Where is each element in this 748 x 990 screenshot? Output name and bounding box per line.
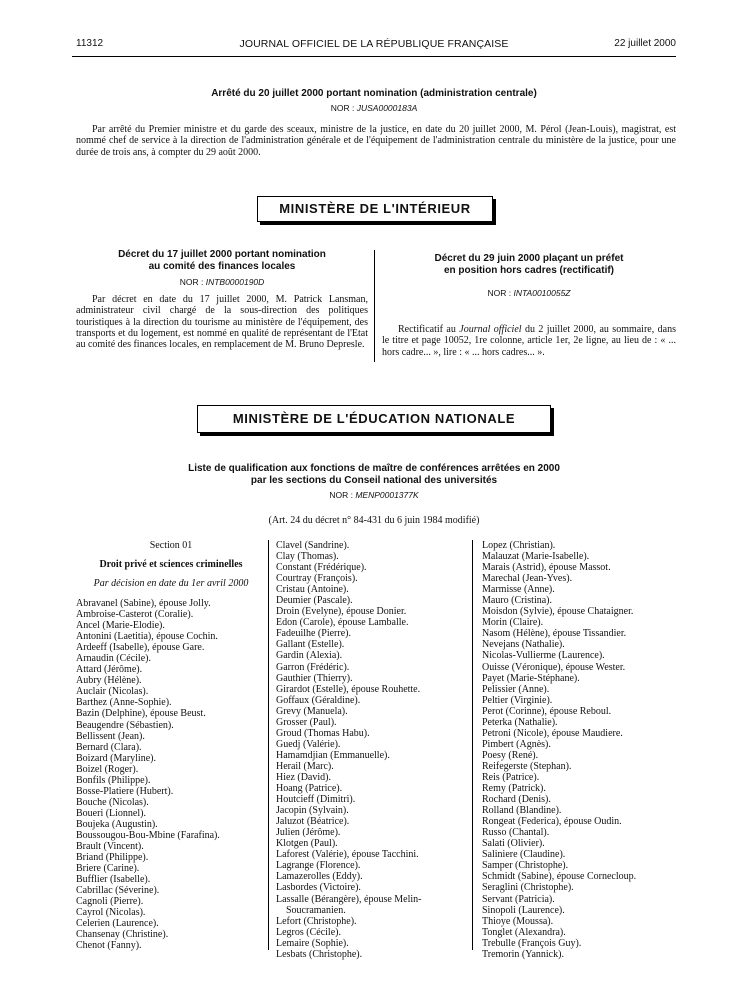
list-item: Thioye (Moussa). (482, 915, 554, 927)
list-item: Constant (Frédérique). (276, 562, 367, 574)
journal-title: JOURNAL OFFICIEL DE LA RÉPUBLIQUE FRANÇAISE (239, 38, 509, 50)
list-item: Antonini (Laetitia), épouse Cochin. (76, 631, 218, 643)
list-column-1 (76, 598, 266, 952)
list-item: Russo (Chantal). (482, 827, 550, 839)
list-item: Cayrol (Nicolas). (76, 907, 146, 919)
list-item: Rongeat (Federica), épouse Oudin. (482, 816, 622, 828)
list-item: Jacopin (Sylvain). (276, 805, 349, 817)
list-item: Deumier (Pascale). (276, 595, 353, 607)
list-item: Peltier (Virginie). (482, 694, 553, 706)
list-item: Clay (Thomas). (276, 551, 339, 563)
list-item: Bonfils (Philippe). (76, 774, 151, 786)
decret-left-title: Décret du 17 juillet 2000 portant nomination au comité des finances locales (118, 249, 326, 272)
list-item: Briand (Philippe). (76, 852, 149, 864)
list-item: Bazin (Delphine), épouse Beust. (76, 708, 206, 720)
list-divider-2 (472, 540, 473, 950)
list-item: Cagnoli (Pierre). (76, 896, 144, 908)
list-item: Malauzat (Marie-Isabelle). (482, 551, 590, 563)
list-item: Boizard (Maryline). (76, 752, 156, 764)
list-item: Abravanel (Sabine), épouse Jolly. (76, 598, 211, 609)
list-item: Salati (Olivier). (482, 838, 545, 850)
list-item: Gardin (Alexia). (276, 650, 343, 662)
list-item: Lamazerolles (Eddy). (276, 871, 363, 883)
list-item: Laforest (Valérie), épouse Tacchini. (276, 849, 419, 861)
list-item: Nicolas-Vullierme (Laurence). (482, 650, 605, 662)
list-item: Saliniere (Claudine). (482, 849, 566, 861)
list-item: Courtray (François). (276, 573, 358, 585)
page-number: 11312 (76, 38, 104, 49)
liste-nor-code: MENP0001377K (355, 490, 419, 500)
decret-right-nor-code: INTA0010055Z (513, 288, 571, 298)
list-item: Morin (Claire). (482, 617, 544, 629)
list-item: Gallant (Estelle). (276, 639, 345, 651)
list-item: Mauro (Cristina). (482, 595, 552, 607)
list-item: Briere (Carine). (76, 863, 140, 875)
list-item: Trebulle (François Guy). (482, 937, 582, 949)
section-heading: Section 01 (149, 540, 193, 551)
list-item: Bufflier (Isabelle). (76, 874, 151, 886)
list-item: Boussougou-Bou-Mbine (Farafina). (76, 829, 220, 841)
list-item: Bosse-Platiere (Hubert). (76, 785, 174, 797)
list-item: Peterka (Nathalie). (482, 716, 558, 728)
decret-right-title: Décret du 29 juin 2000 plaçant un préfet en position hors cadres (rectificatif) (434, 253, 624, 276)
ministere-interieur-banner: MINISTÈRE DE L'INTÉRIEUR (257, 196, 493, 222)
arrete-nor-code: JUSA0000183A (356, 103, 418, 113)
list-item: Bellissent (Jean). (76, 730, 145, 742)
list-item: Cabrillac (Séverine). (76, 885, 160, 897)
list-item: Grosser (Paul). (276, 716, 337, 728)
list-item: Ouisse (Véronique), épouse Wester. (482, 661, 626, 673)
list-item: Ardeeff (Isabelle), épouse Gare. (76, 642, 205, 654)
list-item: Bernard (Clara). (76, 741, 142, 753)
list-item: Brault (Vincent). (76, 841, 144, 853)
list-item: Jaluzot (Béatrice). (276, 816, 350, 828)
list-item: Lesbats (Christophe). (276, 948, 363, 960)
list-item: Aubry (Hélène). (76, 675, 142, 687)
list-item: Tonglet (Alexandra). (482, 926, 566, 938)
list-item: Ambroise-Casterot (Coralie). (76, 609, 194, 621)
decret-right-text: Rectificatif au Journal officiel du 2 juillet 2000, au sommaire, dans le titre et page 10052, 1re colonne, article 1er, 2e ligne, au lieu de : « ... hors cadre... », lire : « ... hors cadres... ». (382, 324, 676, 358)
list-item: Edon (Carole), épouse Lamballe. (276, 617, 409, 629)
list-item: Seraglini (Christophe). (482, 882, 574, 894)
list-item: Lemaire (Sophie). (276, 937, 349, 949)
list-item: Groud (Thomas Habu). (276, 727, 370, 739)
list-item: Boujeka (Augustin). (76, 818, 158, 830)
list-item: Soucramanien. (286, 904, 346, 916)
list-item: Poesy (René). (482, 749, 539, 761)
list-item: Houtcieff (Dimitri). (276, 794, 356, 806)
list-item: Lefort (Christophe). (276, 915, 357, 927)
decret-left-nor: NOR : INTB0000190D (179, 277, 265, 287)
list-item: Reifegerste (Stephan). (482, 760, 572, 772)
header-rule (72, 56, 676, 57)
list-item: Boueri (Lionnel). (76, 807, 146, 819)
list-item: Attard (Jérôme). (76, 664, 143, 676)
list-item: Sinopoli (Laurence). (482, 904, 565, 916)
list-item: Payet (Marie-Stéphane). (482, 672, 580, 684)
list-item: Droin (Evelyne), épouse Donier. (276, 606, 407, 618)
list-item: Schmidt (Sabine), épouse Cornecloup. (482, 871, 637, 883)
list-item: Rochard (Denis). (482, 794, 551, 806)
list-item: Lopez (Christian). (482, 540, 556, 551)
list-item: Klotgen (Paul). (276, 838, 338, 850)
list-item: Nevejans (Nathalie). (482, 639, 565, 651)
section-title: Droit privé et sciences criminelles (99, 559, 243, 570)
list-item: Perot (Corinne), épouse Reboul. (482, 705, 612, 717)
list-item: Petroni (Nicole), épouse Maudiere. (482, 727, 623, 739)
list-item: Barthez (Anne-Sophie). (76, 697, 172, 709)
list-item: Auclair (Nicolas). (76, 686, 149, 698)
list-item: Pimbert (Agnès). (482, 738, 551, 750)
list-item: Chenot (Fanny). (76, 940, 142, 952)
list-item: Arnaudin (Cécile). (76, 653, 151, 665)
list-item: Ancel (Marie-Elodie). (76, 620, 165, 632)
list-item: Fadeuilhe (Pierre). (276, 628, 351, 640)
list-item: Marechal (Jean-Yves). (482, 573, 573, 585)
list-item: Boizel (Roger). (76, 763, 139, 775)
arrete-text: Par arrêté du Premier ministre et du garde des sceaux, ministre de la justice, en date du 20 juillet 2000, M. Pérol (Jean-Louis), magistrat, est nommé chef de service à la direction de l'administration générale et de l'équipement de l'administration centrale du ministère de la justice, pour une durée de trois ans, à compter du 29 août 2000. (76, 124, 676, 158)
list-item: Bouche (Nicolas). (76, 796, 149, 808)
list-column-2 (276, 540, 466, 960)
list-item: Legros (Cécile). (276, 926, 341, 938)
list-column-3 (482, 540, 678, 960)
list-item: Guedj (Valérie). (276, 738, 341, 750)
list-item: Reis (Patrice). (482, 771, 540, 783)
list-item: Beaugendre (Sébastien). (76, 719, 174, 731)
issue-date: 22 juillet 2000 (614, 38, 676, 49)
decret-left-nor-code: INTB0000190D (205, 277, 265, 287)
list-item: Servant (Patricia). (482, 893, 555, 905)
list-item: Goffaux (Géraldine). (276, 694, 361, 706)
list-item: Herail (Marc). (276, 760, 334, 772)
list-item: Gauthier (Thierry). (276, 672, 353, 684)
list-item: Celerien (Laurence). (76, 918, 159, 930)
list-item: Clavel (Sandrine). (276, 540, 350, 551)
list-item: Cristau (Antoine). (276, 584, 349, 596)
list-item: Hoang (Patrice). (276, 783, 343, 795)
list-item: Hiez (David). (276, 771, 331, 783)
list-item: Lagrange (Florence). (276, 860, 361, 872)
list-item: Chansenay (Christine). (76, 929, 169, 941)
ministere-education-banner: MINISTÈRE DE L'ÉDUCATION NATIONALE (197, 405, 551, 433)
list-item: Tremorin (Yannick). (482, 948, 564, 960)
list-item: Remy (Patrick). (482, 783, 546, 795)
liste-nor: NOR : MENP0001377K (329, 490, 419, 500)
list-item: Hamamdjian (Emmanuelle). (276, 749, 390, 761)
list-item: Nasom (Hélène), épouse Tissandier. (482, 628, 627, 640)
list-item: Pelissier (Anne). (482, 683, 550, 695)
list-item: Samper (Christophe). (482, 860, 569, 872)
list-item: Grevy (Manuela). (276, 705, 348, 717)
arrete-title: Arrêté du 20 juillet 2000 portant nomination (administration centrale) (211, 88, 537, 99)
list-item: Lasbordes (Victoire). (276, 882, 361, 894)
list-item: Girardot (Estelle), épouse Rouhette. (276, 683, 421, 695)
liste-title: Liste de qualification aux fonctions de maître de conférences arrêtées en 2000 par les sections du Conseil national des universités (188, 463, 560, 486)
decision-date: Par décision en date du 1er avril 2000 (93, 578, 249, 589)
list-item: Lassalle (Bérangère), épouse Melin- (276, 893, 422, 905)
liste-article: (Art. 24 du décret n° 84-431 du 6 juin 1984 modifié) (268, 515, 480, 526)
decret-right-nor: NOR : INTA0010055Z (487, 288, 571, 298)
decret-left-text: Par décret en date du 17 juillet 2000, M. Patrick Lansman, administrateur civil chargé de la sous-direction des politiques touristiques à la direction du tourisme au ministère de l'équipement, des transports et du logement, est nommé en qualité de représentant de l'Etat au comité des finances locales, en remplacement de M. Bruno Depresle. (76, 294, 368, 351)
list-item: Rolland (Blandine). (482, 805, 562, 817)
list-item: Julien (Jérôme). (276, 827, 341, 839)
list-item: Garron (Frédéric). (276, 661, 350, 673)
arrete-nor: NOR : JUSA0000183A (330, 103, 418, 113)
list-item: Marais (Astrid), épouse Massot. (482, 562, 611, 574)
column-divider (374, 250, 375, 362)
list-item: Moisdon (Sylvie), épouse Chataigner. (482, 606, 634, 618)
list-divider-1 (268, 540, 269, 950)
list-item: Marmisse (Anne). (482, 584, 555, 596)
